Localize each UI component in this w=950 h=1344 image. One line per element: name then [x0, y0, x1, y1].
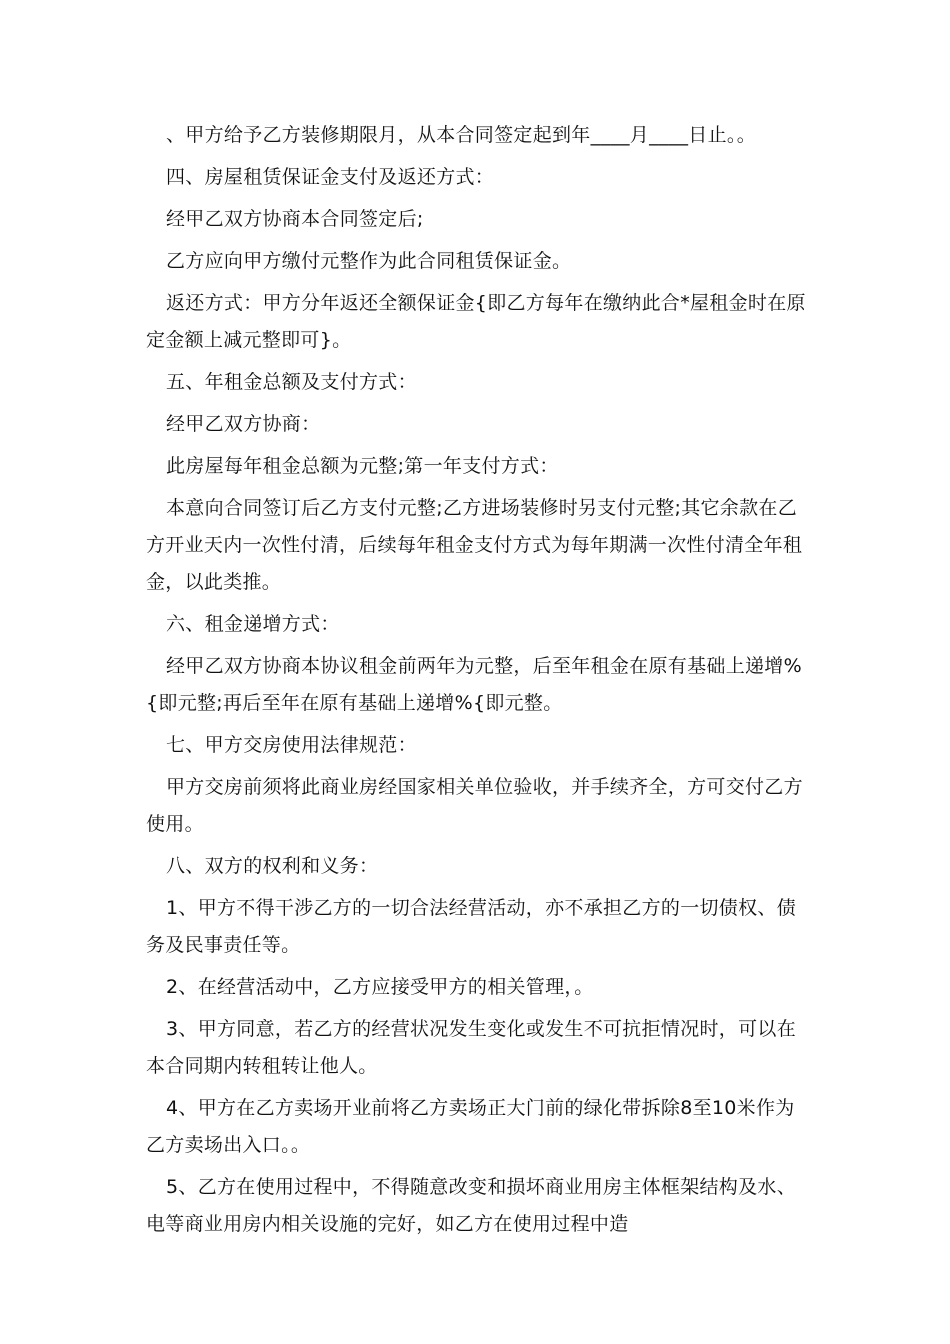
paragraph-4: 乙方应向甲方缴付元整作为此合同租赁保证金。: [166, 250, 572, 272]
document-body: [146, 117, 812, 1248]
paragraph-1: 、甲方给予乙方装修期限月，从本合同签定起到年____月____日止。。: [166, 124, 757, 146]
paragraph-11: 经甲乙双方协商本协议租金前两年为元整，后至年租金在原有基础上递增%{即元整;再后至年在原有基础上递增%{即元整。: [146, 655, 802, 714]
section-heading-8: 八、双方的权利和义务：: [166, 855, 379, 877]
paragraph-7: 经甲乙双方协商：: [166, 413, 321, 435]
clause-3: 3、甲方同意，若乙方的经营状况发生变化或发生不可抗拒情况时，可以在本合同期内转租转让他人。: [146, 1018, 796, 1077]
section-heading-4: 四、房屋租赁保证金支付及返还方式：: [166, 166, 495, 188]
clause-4: 4、甲方在乙方卖场开业前将乙方卖场正大门前的绿化带拆除8至10米作为乙方卖场出入口。。: [146, 1097, 795, 1156]
paragraph-5: 返还方式：甲方分年返还全额保证金{即乙方每年在缴纳此合*屋租金时在原定金额上减元整即可}。: [146, 292, 806, 351]
paragraph-13: 甲方交房前须将此商业房经国家相关单位验收，并手续齐全，方可交付乙方使用。: [146, 776, 803, 835]
section-heading-6: 六、租金递增方式：: [166, 613, 340, 635]
section-heading-5: 五、年租金总额及支付方式：: [166, 371, 417, 393]
paragraph-3: 经甲乙双方协商本合同签定后;: [166, 208, 424, 230]
paragraph-8: 此房屋每年租金总额为元整;第一年支付方式：: [166, 455, 559, 477]
clause-5: 5、乙方在使用过程中，不得随意改变和损坏商业用房主体框架结构及水、电等商业用房内相关设施的完好，如乙方在使用过程中造: [146, 1176, 796, 1235]
section-heading-7: 七、甲方交房使用法律规范：: [166, 734, 417, 756]
clause-1: 1、甲方不得干涉乙方的一切合法经营活动，亦不承担乙方的一切债权、债务及民事责任等。: [146, 897, 796, 956]
paragraph-9: 本意向合同签订后乙方支付元整;乙方进场装修时另支付元整;其它余款在乙方开业天内一次性付清，后续每年租金支付方式为每年期满一次性付清全年租金，以此类推。: [146, 497, 803, 593]
clause-2: 2、在经营活动中，乙方应接受甲方的相关管理，。: [166, 976, 594, 998]
